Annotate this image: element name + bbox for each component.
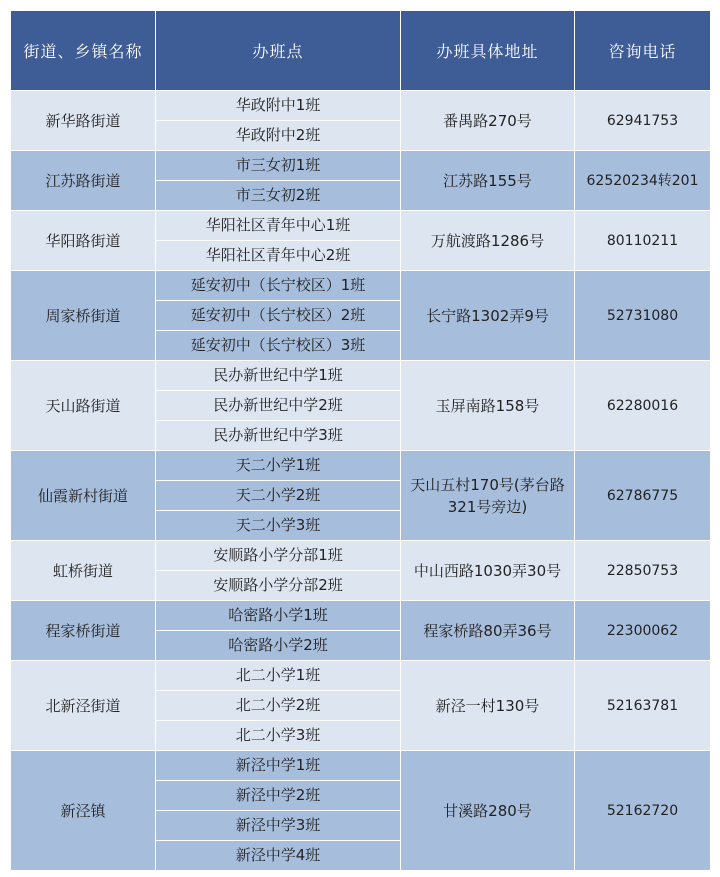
class-address: 江苏路155号 (401, 151, 575, 211)
consult-phone: 62786775 (575, 451, 711, 541)
class-site: 天二小学2班 (156, 481, 401, 511)
class-site: 北二小学1班 (156, 661, 401, 691)
street-name: 虹桥街道 (11, 541, 156, 601)
street-group (11, 271, 711, 361)
class-site: 华阳社区青年中心1班 (156, 211, 401, 241)
consult-phone: 22300062 (575, 601, 711, 661)
class-site: 民办新世纪中学2班 (156, 391, 401, 421)
class-site: 民办新世纪中学1班 (156, 361, 401, 391)
table-row (11, 211, 711, 241)
class-site: 安顺路小学分部2班 (156, 571, 401, 601)
table-row (11, 451, 711, 481)
class-site: 新泾中学4班 (156, 841, 401, 871)
class-site: 市三女初1班 (156, 151, 401, 181)
consult-phone: 62520234转201 (575, 151, 711, 211)
street-name: 新泾镇 (11, 751, 156, 871)
class-address: 中山西路1030弄30号 (401, 541, 575, 601)
street-name: 华阳路街道 (11, 211, 156, 271)
class-site: 华阳社区青年中心2班 (156, 241, 401, 271)
consult-phone: 62280016 (575, 361, 711, 451)
street-group (11, 211, 711, 271)
class-site: 天二小学3班 (156, 511, 401, 541)
street-name: 北新泾街道 (11, 661, 156, 751)
table-row (11, 91, 711, 121)
consult-phone: 80110211 (575, 211, 711, 271)
street-name: 周家桥街道 (11, 271, 156, 361)
class-address: 番禺路270号 (401, 91, 575, 151)
consult-phone: 62941753 (575, 91, 711, 151)
class-address: 新泾一村130号 (401, 661, 575, 751)
consult-phone: 52731080 (575, 271, 711, 361)
street-group (11, 751, 711, 871)
class-site: 华政附中1班 (156, 91, 401, 121)
table-row (11, 151, 711, 181)
street-group (11, 451, 711, 541)
class-address: 天山五村170号(茅台路321号旁边) (401, 451, 575, 541)
street-group (11, 601, 711, 661)
table-row (11, 361, 711, 391)
class-site: 华政附中2班 (156, 121, 401, 151)
class-site: 北二小学2班 (156, 691, 401, 721)
header-phone: 咨询电话 (575, 11, 711, 91)
street-name: 程家桥街道 (11, 601, 156, 661)
class-site: 天二小学1班 (156, 451, 401, 481)
street-name: 新华路街道 (11, 91, 156, 151)
class-site: 延安初中（长宁校区）3班 (156, 331, 401, 361)
consult-phone: 22850753 (575, 541, 711, 601)
consult-phone: 52163781 (575, 661, 711, 751)
table-row (11, 271, 711, 301)
class-address: 甘溪路280号 (401, 751, 575, 871)
class-site: 民办新世纪中学3班 (156, 421, 401, 451)
class-address: 玉屏南路158号 (401, 361, 575, 451)
class-site: 新泾中学3班 (156, 811, 401, 841)
table-row (11, 661, 711, 691)
header-address: 办班具体地址 (401, 11, 575, 91)
street-group (11, 151, 711, 211)
class-site: 安顺路小学分部1班 (156, 541, 401, 571)
class-site: 市三女初2班 (156, 181, 401, 211)
class-site: 哈密路小学1班 (156, 601, 401, 631)
class-site: 北二小学3班 (156, 721, 401, 751)
consult-phone: 52162720 (575, 751, 711, 871)
header-row (11, 11, 711, 91)
table-row (11, 541, 711, 571)
class-site: 新泾中学2班 (156, 781, 401, 811)
class-site: 延安初中（长宁校区）2班 (156, 301, 401, 331)
street-name: 天山路街道 (11, 361, 156, 451)
class-address: 长宁路1302弄9号 (401, 271, 575, 361)
street-name: 江苏路街道 (11, 151, 156, 211)
table-header (11, 11, 711, 91)
class-site: 哈密路小学2班 (156, 631, 401, 661)
street-group (11, 541, 711, 601)
table-row (11, 601, 711, 631)
street-name: 仙霞新村街道 (11, 451, 156, 541)
header-street: 街道、乡镇名称 (11, 11, 156, 91)
street-group (11, 361, 711, 451)
class-address: 程家桥路80弄36号 (401, 601, 575, 661)
class-site: 延安初中（长宁校区）1班 (156, 271, 401, 301)
class-schedule-table (10, 10, 711, 871)
class-site: 新泾中学1班 (156, 751, 401, 781)
class-address: 万航渡路1286号 (401, 211, 575, 271)
table-row (11, 751, 711, 781)
street-group (11, 91, 711, 151)
header-site: 办班点 (156, 11, 401, 91)
table-container (10, 10, 710, 871)
street-group (11, 661, 711, 751)
